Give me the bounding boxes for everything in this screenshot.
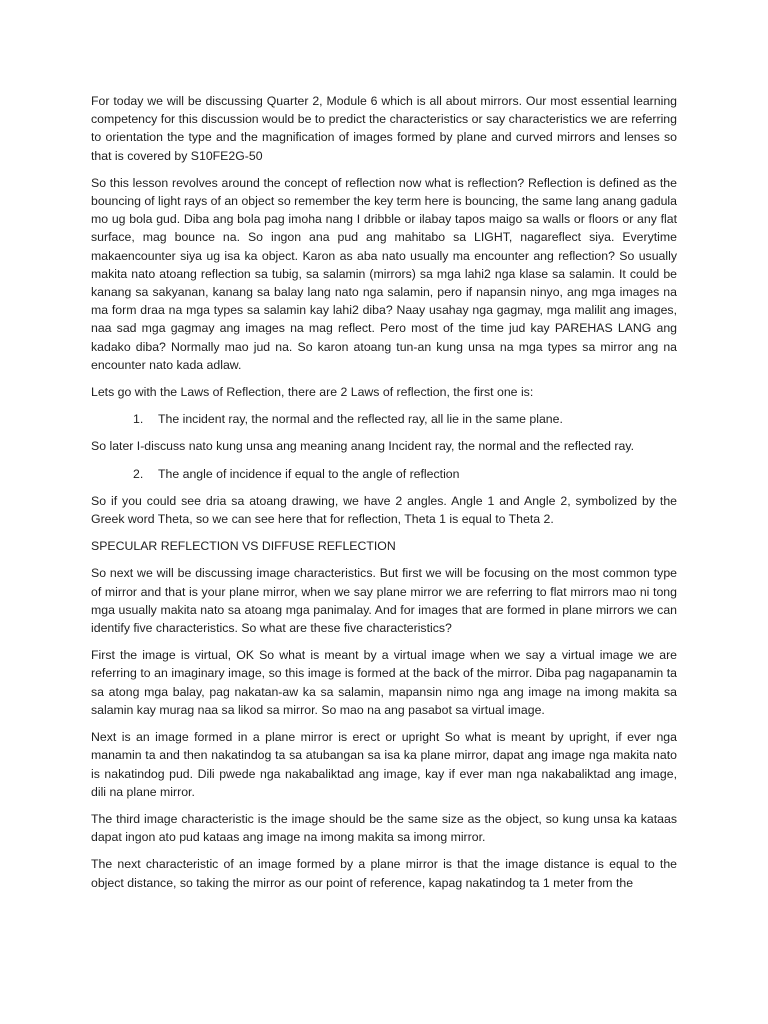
list-item [91,465,677,483]
list-number: 1. [133,412,144,427]
paragraph-law-one-note: So later I-discuss nato kung unsa ang meaning anang Incident ray, the normal and the reflected ray. [91,439,634,454]
paragraph-laws-intro: Lets go with the Laws of Reflection, there are 2 Laws of reflection, the first one is: [91,385,534,400]
document-page [91,92,677,901]
paragraph-upright-image: Next is an image formed in a plane mirror is erect or upright So what is meant by upright, if ever nga manamin ta and then nakatindog ta sa atubangan sa isa ka plane mirror, dapat ang image nga makita nato is nakatindog pud. Dili pwede nga nakabaliktad ang image, kay if ever man nga nakabaliktad ang image, dili na plane mirror. [91,730,677,799]
paragraph-theta: So if you could see dria sa atoang drawing, we have 2 angles. Angle 1 and Angle 2, symbolized by the Greek word Theta, so we can see here that for reflection, Theta 1 is equal to Theta 2. [91,493,677,527]
list-item [91,410,677,428]
section-heading: SPECULAR REFLECTION VS DIFFUSE REFLECTION [91,539,396,554]
list-text: The angle of incidence if equal to the angle of reflection [158,466,460,481]
paragraph-reflection-definition: So this lesson revolves around the concept of reflection now what is reflection? Reflection is defined as the bouncing of light rays of an object so remember the key term here is bouncing, the same lang anang gadula mo ug bola gud. Diba ang bola pag imoha nang I dribble or ilabay tapos maigo sa walls or floors or any flat surface, mag bounce na. So ingon ana pud ang mahitabo sa LIGHT, nagareflect siya. Everytime makaencounter siya ug isa ka object. Karon as aba nato usually ma encounter ang reflection? So usually makita nato atoang reflection sa tubig, sa salamin (mirrors) sa mga lahi2 nga klase sa salamin. It could be kanang sa sakyanan, kanang sa balay lang nato nga salamin, pero if napansin ninyo, ang mga images na ma form draa na mga types sa salamin kay lahi2 diba? Naay usahay nga gagmay, mga malilit ang images, naa sad mga gagmay ang images na mag reflect. Pero most of the time jud kay PAREHAS LANG ang kadako diba? Normally mao jud na. So karon atoang tun-an kung unsa na mga types sa mirror ang na encounter nato kada adlaw. [91,175,677,372]
paragraph-virtual-image: First the image is virtual, OK So what is meant by a virtual image when we say a virtual image we are referring to an imaginary image, so this image is formed at the back of the mirror. Diba pag nagapanamin ta sa atong mga balay, pag nakatan-aw ka sa salamin, mapansin nimo nga ang image na imong makita sa salamin kay murag naa sa likod sa mirror. So mao na ang pasabot sa virtual image. [91,648,677,717]
list-text: The incident ray, the normal and the reflected ray, all lie in the same plane. [158,412,563,427]
paragraph-intro: For today we will be discussing Quarter 2, Module 6 which is all about mirrors. Our most essential learning competency for this discussion would be to predict the characteristics or say characteristics we are referring to orientation the type and the magnification of images formed by plane and curved mirrors and lenses so that is covered by S10FE2G-50 [91,94,677,163]
paragraph-image-distance: The next characteristic of an image formed by a plane mirror is that the image distance is equal to the object distance, so taking the mirror as our point of reference, kapag nakatindog ta 1 meter from the [91,857,677,890]
paragraph-image-characteristics: So next we will be discussing image characteristics. But first we will be focusing on the most common type of mirror and that is your plane mirror, when we say plane mirror we are referring to flat mirrors mao ni tong mga usually makita nato sa atoang mga panimalay. And for images that are formed in plane mirrors we can identify five characteristics. So what are these five characteristics? [91,566,677,636]
paragraph-same-size: The third image characteristic is the image should be the same size as the object, so kung unsa ka kataas dapat ingon ato pud kataas ang image na imong makita sa imong mirror. [91,811,677,845]
list-number: 2. [133,466,144,481]
